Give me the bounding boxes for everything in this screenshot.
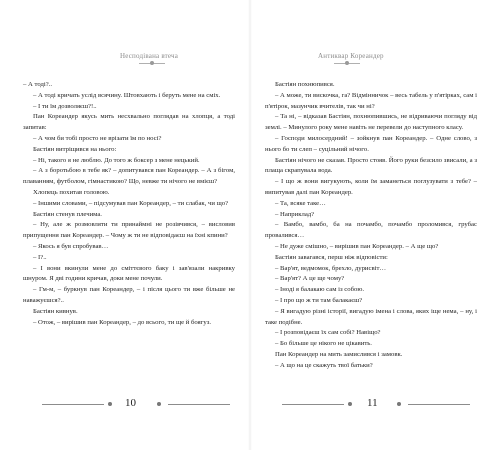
paragraph: – Іноді я балакаю сам із собою. [275,286,364,294]
paragraph: Пан Кореандер на мить замислився і замовк. [275,350,403,358]
paragraph: – А що на це скажуть твої батьки? [275,361,373,369]
paragraph: Пан Кореандер якусь мить несхвально поглядав на хлопця, а тоді запитав: [23,113,235,132]
paragraph: Бастіян витріщився на нього: [33,145,117,153]
footer-dot [348,402,352,406]
paragraph: Бастіян кивнув. [33,307,78,315]
paragraph: – Вар'ят, ведмомок, брехло, дурисвіт… [275,264,387,272]
running-head-left: Несподівана втеча [120,52,179,60]
paragraph: – Гм-м, – буркнув пан Кореандер, – і після цього ти вже більше не наважуєшся?.. [23,286,235,304]
paragraph: Бастіян нічого не сказав. Просто стояв. Його руки безсило звисали, а з плаща скрапувала вода. [265,156,477,175]
right-page-text [265,80,477,372]
running-head-right: Антиквар Кореандер [318,52,384,60]
right-page [250,0,500,450]
paragraph: Бастіян завагався, перш ніж відповісти: [275,253,388,261]
paragraph: – А тоді?.. [23,81,53,88]
footer-rule [42,404,104,405]
paragraph: – А з боротьбою в тебе як? – допитувався пан Кореандер. – А з бігом, плаванням, футболом, гімнастикою? Що, невже ти нічого не вмієш? [23,167,235,186]
page-footer-right [250,397,500,411]
paragraph: – Наприклад? [275,210,315,218]
header-ornament-right [334,61,360,65]
footer-rule [282,404,344,405]
paragraph: Хлопець похитав головою. [33,188,110,196]
paragraph: – І?.. [33,253,47,261]
page-footer-left [0,397,250,411]
paragraph: Бастіян похнюпився. [275,81,335,88]
paragraph: – І що ж вони вигукують, коли їм заманеться поглузувати з тебе? – випитував далі пан Кореандер. [265,178,477,196]
paragraph: – Господи милосердний! – зойкнув пан Кореандер. – Одне слово, з нього бо ти слеп – суцільний нічого. [265,134,477,153]
paragraph: – Та ні, – відказав Бастіян, похнюпившись, не відриваючи погляду від землі. – Минулого року мене навіть не перевели до наступного класу. [265,113,477,132]
footer-dot [157,402,161,406]
footer-dot [397,402,401,406]
paragraph: – І ти їм дозволяєш?!.. [33,102,97,110]
paragraph: – А тоді кричать услід всячину. Штовхають і беруть мене на сміх. [33,91,221,99]
paragraph: – А може, ти вискочка, га? Відмінничок – весь табель у п'ятірках, сам і п'ятірок, мазунчик вчителів, так чи ні? [265,91,477,110]
paragraph: – Вамбо, вамбо, ба на почамбо, почамбо проломився, грубас провалився… [265,221,477,240]
page-number-left: 10 [125,397,136,409]
paragraph: – Бо більше це нікого не цікавить. [275,340,372,348]
paragraph: – Ну, але ж розмовляти ти принаймні не розівчився, – висловив припущення пан Кореандер. – Чому ж ти не відповідаєш на їхні кпини? [23,221,235,240]
header-ornament-left [139,61,165,65]
paragraph: – І розповідаєш їх сам собі? Навіщо? [275,329,381,337]
paragraph: – Вар'ят? А це ще чому? [275,275,345,283]
paragraph: Бастіян стенув плечима. [33,210,102,218]
paragraph: – Не дуже смішно, – вирішив пан Кореандер. – А ще що? [275,242,439,250]
paragraph: – Іншими словами, – підсумував пан Кореандер, – ти слабак, чи що? [33,199,229,207]
footer-rule [408,404,470,405]
paragraph: – Якось я був спробував… [33,242,109,250]
paragraph: – Отож, – вирішив пан Кореандер, – до всього, ти ще й боягуз. [33,318,212,326]
footer-dot [108,402,112,406]
paragraph: – А чом би тобі просто не врізати їм по носі? [33,134,162,142]
paragraph: – І вони вкинули мене до сміттєвого баку і зав'язали накривку шнуром. Я дві години кричав, доки мене почули. [23,264,235,283]
paragraph: – Та, всяке таке… [275,199,326,207]
paragraph: – Я вигадую різні історії, вигадую імена і слова, яких іще нема, – ну, і таке подібне. [265,307,477,326]
paragraph: – І про що ж ти там балакаєш? [275,296,363,304]
footer-rule [168,404,230,405]
page-number-right: 11 [367,397,378,409]
paragraph: – Ні, такого я не люблю. До того ж боксер з мене нецький. [33,156,200,164]
left-page-text [23,80,235,328]
